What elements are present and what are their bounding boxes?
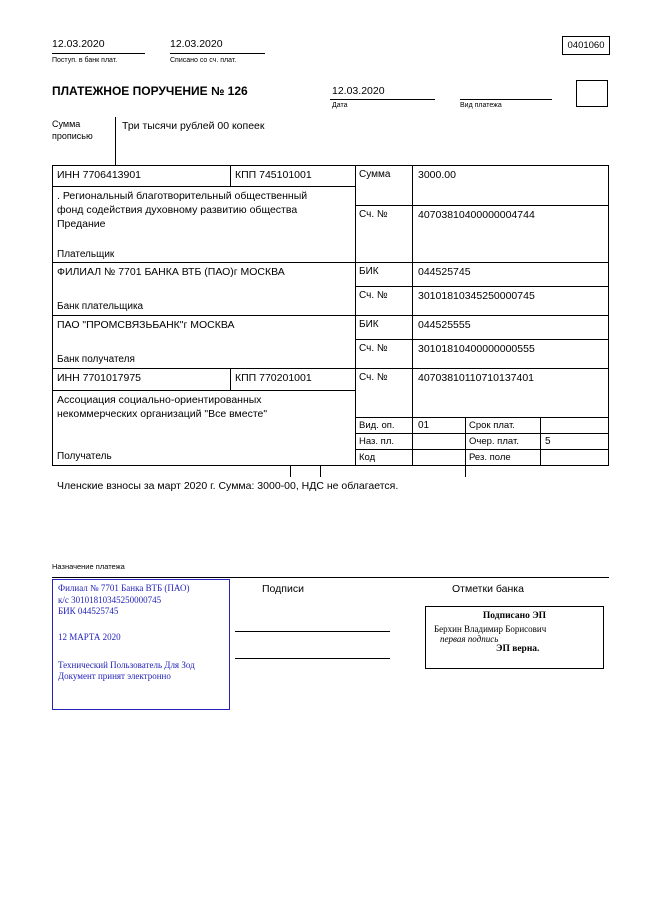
divider-line — [355, 417, 609, 418]
bank-marks-header: Отметки банка — [452, 583, 524, 595]
signature-line — [235, 658, 390, 659]
status-box — [576, 80, 608, 107]
payer-account: 40703810400000004744 — [418, 209, 535, 221]
esign-role: первая подпись — [440, 634, 499, 644]
payer-kpp: КПП 745101001 — [235, 169, 312, 181]
payee-bank-account: 30101810400000000555 — [418, 343, 535, 355]
divider-line — [52, 186, 355, 187]
divider-line — [355, 286, 609, 287]
pay-order-label: Очер. плат. — [469, 436, 519, 447]
payee-bank-account-label: Сч. № — [359, 343, 388, 354]
date-received-label: Поступ. в банк плат. — [52, 57, 118, 64]
date-received-value: 12.03.2020 — [52, 38, 105, 50]
divider-line — [465, 417, 466, 465]
esign-box — [425, 606, 604, 669]
document-date-value: 12.03.2020 — [332, 85, 385, 97]
divider-line — [52, 315, 609, 316]
payer-name: . Региональный благотворительный общественный фонд содействия духовному развитию общества Предание — [57, 190, 308, 231]
page-title: ПЛАТЕЖНОЕ ПОРУЧЕНИЕ № 126 — [52, 84, 248, 98]
tick-mark — [290, 465, 291, 477]
esign-verified: ЭП верна. — [496, 644, 540, 654]
reserve-field-label: Рез. поле — [469, 452, 511, 463]
payee-inn: ИНН 7701017975 — [57, 372, 142, 384]
date-debited-label: Списано со сч. плат. — [170, 57, 237, 64]
divider-line — [52, 53, 145, 54]
op-type-label: Вид. оп. — [359, 420, 395, 431]
stamp-line: Филиал № 7701 Банка ВТБ (ПАО) — [58, 583, 190, 593]
divider-line — [355, 339, 609, 340]
tick-mark — [320, 465, 321, 477]
payer-inn: ИНН 7706413901 — [57, 169, 142, 181]
sum-label: Сумма — [359, 169, 391, 180]
payee-account-label: Сч. № — [359, 372, 388, 383]
stamp-user: Технический Пользователь Для Зод — [58, 659, 195, 670]
pay-order-value: 5 — [545, 436, 551, 447]
purpose-text: Членские взносы за март 2020 г. Сумма: 3000-00, НДС не облагается. — [57, 480, 399, 492]
amount-words-value: Три тысячи рублей 00 копеек — [122, 120, 265, 132]
payee-account: 40703810110710137401 — [418, 372, 535, 384]
payer-bank-name: ФИЛИАЛ № 7701 БАНКА ВТБ (ПАО)г МОСКВА — [57, 266, 285, 278]
op-type-value: 01 — [418, 420, 430, 431]
form-code: 0401060 — [567, 40, 605, 51]
divider-line — [52, 165, 53, 465]
divider-line — [608, 165, 609, 465]
divider-line — [355, 449, 609, 450]
divider-line — [52, 390, 355, 391]
divider-line — [540, 417, 541, 465]
purpose-caption: Назначение платежа — [52, 562, 125, 571]
payee-bank-bik: 044525555 — [418, 319, 471, 331]
divider-line — [355, 165, 356, 465]
tick-mark — [465, 465, 466, 477]
form-code-box — [562, 36, 610, 55]
stamp-date: 12 МАРТА 2020 — [58, 632, 121, 643]
payer-bank-bik: 044525745 — [418, 266, 471, 278]
amount-words-label: Сумма прописью — [52, 119, 93, 141]
divider-line — [52, 368, 609, 369]
bank-stamp — [52, 579, 230, 710]
stamp-line: к/с 30101810345250000745 — [58, 594, 162, 605]
divider-line — [355, 433, 609, 434]
divider-line — [52, 165, 609, 166]
payee-bank-bik-label: БИК — [359, 319, 379, 330]
divider-line — [52, 577, 609, 578]
divider-line — [412, 165, 413, 465]
payer-bank-caption: Банк плательщика — [57, 301, 144, 312]
signature-line — [235, 631, 390, 632]
payer-bank-account: 30101810345250000745 — [418, 290, 535, 302]
divider-line — [230, 368, 231, 390]
payee-name: Ассоциация социально-ориентированных некоммерческих организаций "Все вместе" — [57, 394, 268, 421]
divider-line — [230, 165, 231, 186]
divider-line — [115, 117, 116, 165]
pay-term-label: Срок плат. — [469, 420, 515, 431]
esign-title: Подписано ЭП — [482, 611, 547, 621]
payment-type-underline — [460, 99, 552, 100]
signatures-header: Подписи — [262, 583, 304, 595]
divider-line — [52, 262, 609, 263]
payee-bank-name: ПАО "ПРОМСВЯЗЬБАНК"г МОСКВА — [57, 319, 235, 331]
divider-line — [330, 99, 435, 100]
stamp-line: БИК 044525745 — [58, 606, 119, 617]
date-debited-value: 12.03.2020 — [170, 38, 223, 50]
purpose-code-label: Наз. пл. — [359, 436, 394, 447]
divider-line — [355, 205, 609, 206]
code-label: Код — [359, 452, 376, 463]
divider-line — [170, 53, 265, 54]
sum-value: 3000.00 — [418, 169, 456, 181]
payee-caption: Получатель — [57, 451, 112, 462]
payer-bank-account-label: Сч. № — [359, 290, 388, 301]
payee-kpp: КПП 770201001 — [235, 372, 312, 384]
payer-account-label: Сч. № — [359, 209, 388, 220]
document-date-label: Дата — [332, 102, 348, 109]
stamp-note: Документ принят электронно — [58, 671, 171, 682]
payment-type-label: Вид платежа — [460, 102, 502, 109]
payee-bank-caption: Банк получателя — [57, 354, 135, 365]
payer-caption: Плательщик — [57, 249, 115, 260]
esign-name: Берхин Владимир Борисович — [434, 624, 547, 634]
divider-line — [52, 465, 609, 466]
payer-bank-bik-label: БИК — [359, 266, 379, 277]
